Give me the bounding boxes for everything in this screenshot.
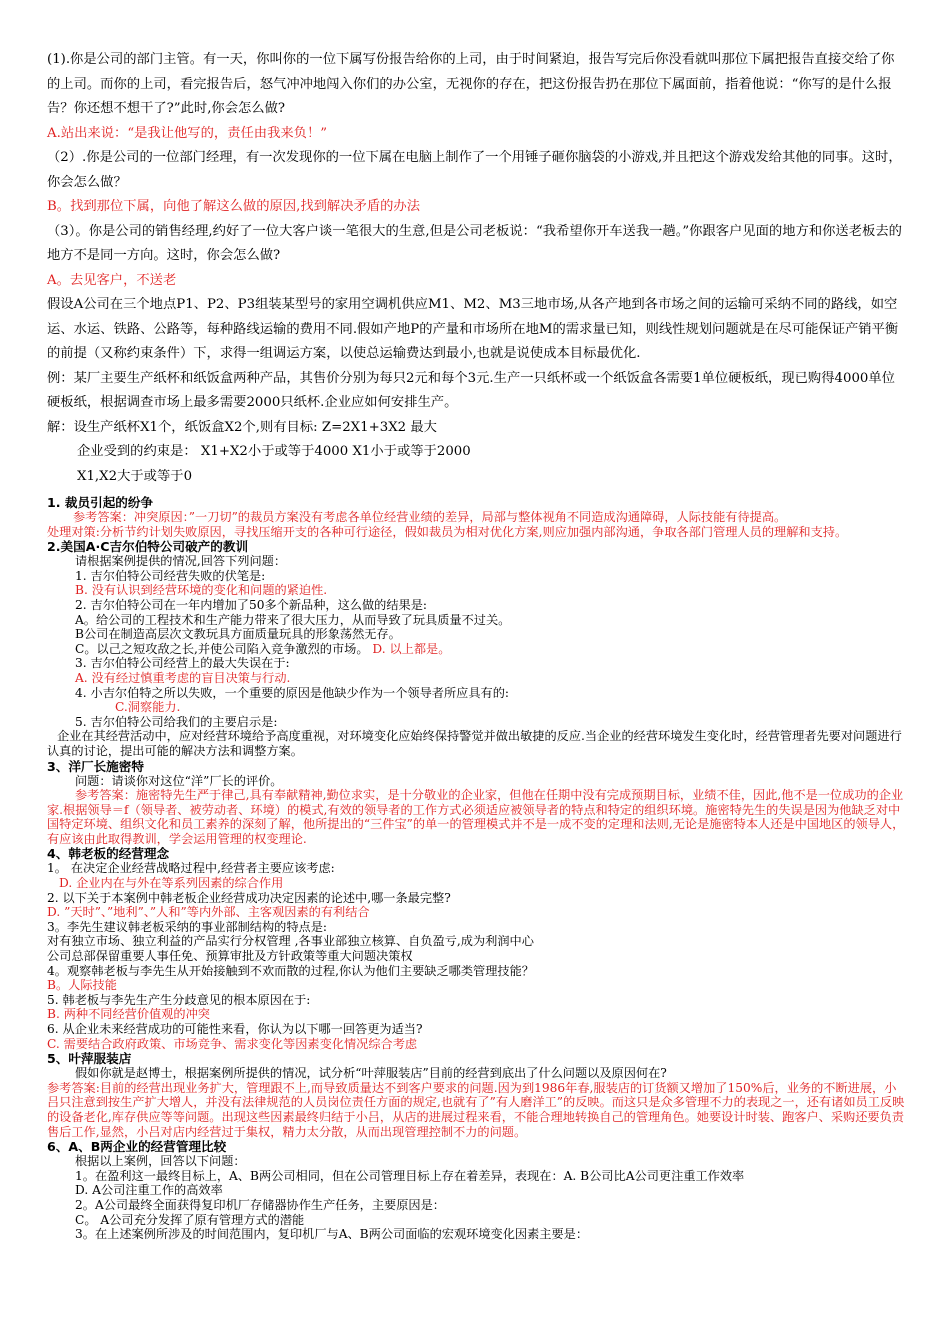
case-2-line: 3. 吉尔伯特公司经营上的最大失误在于: [75,656,290,671]
case-6-title: 6、A、B两企业的经营管理比较 [47,1139,227,1155]
answer-3: A。去见客户，不送老 [47,272,177,288]
case-4-line: D. 企业内在与外在等系列因素的综合作用 [59,876,284,891]
case-2-line: C.洞察能力. [115,700,181,715]
case-6-line: C。 A公司充分发挥了原有管理方式的潜能 [75,1212,305,1227]
answer-2: B。找到那位下属，向他了解这么做的原因,找到解决矛盾的办法 [47,199,421,214]
case-6-line: 3。在上述案例所涉及的时间范围内，复印机厂与A、B两公司面临的宏观环境变化因素主要是： [75,1227,589,1242]
case-5-title: 5、叶萍服装店 [47,1051,132,1067]
case-4-line: 1。 在决定企业经营战略过程中,经营者主要应该考虑: [47,861,335,876]
case-2-title: 2.美国A·C吉尔伯特公司破产的教训 [47,539,249,555]
case-6-line: 1。在盈利这一最终目标上，A、B两公司相同，但在公司管理目标上存在着差异，表现在：A. B公司比A公司更注重工作效率 [75,1168,745,1183]
case-3-question: 问题：请谈你对这位“洋”厂长的评价。 [75,773,283,788]
case-6-line: D. A公司注重工作的高效率 [75,1183,223,1198]
case-4-title: 4、韩老板的经营理念 [47,846,170,862]
question-1: (1).你是公司的部门主管。有一天，你叫你的一位下属写份报告给你的上司，由于时间紧迫，报告写完后你没看就叫那位下属把报告直接交给了你的上司。而你的上司，看完报告后，怒气冲冲地闯入你们的办公室，无视你的存在，把这份报告扔在那位下属面前，指着他说：“你写的是什么报告？你还想不想干了?”此时,你会怎么做? [47,52,895,116]
lp-nonneg: X1,X2大于或等于0 [77,468,193,484]
case-2-line: 2. 吉尔伯特公司在一年内增加了50多个新品种，这么做的结果是: [75,597,427,612]
question-3: （3）。你是公司的销售经理,约好了一位大客户谈一笔很大的生意,但是公司老板说：“我希望你开车送我一趟。”你跟客户见面的地方和你送老板去的地方不是同一方向。这时，你会怎么做? [47,223,902,263]
lp-paragraph: 假设A公司在三个地点P1、P2、P3组装某型号的家用空调机供应M1、M2、M3三地市场,从各产地到各市场之间的运输可采纳不同的路线，如空运、水运、铁路、公路等，每种路线运输的费用不同.假如产地P的产量和市场所在地M的需求量已知，则线性规划问题就是在尽可能保证产销平衡的前提（又称约束条件）下，求得一组调运方案，以使总运输费达到最小,也就是说使成本目标最优化. [47,297,899,361]
case-2-option-c: C。以己之短攻敌之长,并使公司陷入竞争激烈的市场。 [75,641,373,656]
case-2-line: 请根据案例提供的情况,回答下列问题： [75,554,287,569]
answer-1: A.站出来说：“是我让他写的，责任由我来负！” [47,125,328,141]
case-4-line: B。人际技能 [47,978,117,993]
case-5-question: 假如你就是赵博士，根据案例所提供的情况，试分析“叶萍服装店”目前的经营到底出了什么问题以及原因何在? [75,1066,667,1081]
lp-example: 例：某厂主要生产纸杯和纸饭盒两种产品，其售价分别为每只2元和每个3元.生产一只纸杯或一个纸饭盒各需要1单位硬板纸，现已购得4000单位硬板纸，根据调查市场上最多需要2000只纸杯.企业应如何安排生产。 [47,370,895,410]
case-2-line: A. 没有经过慎重考虑的盲目决策与行动. [75,670,291,685]
case-2-line: A。给公司的工程技术和生产能力带来了很大压力，从而导致了玩具质量不过关。 [75,612,511,627]
case-2-line [47,642,907,657]
case-4-line: 公司总部保留重要人事任免、预算审批及方针政策等重大问题决策权 [47,949,413,964]
case-4-line: B. 两种不同经营价值观的冲突 [47,1007,210,1022]
case-1-measures: 处理对策:分析节约计划失败原因，寻找压缩开支的各种可行途径，假如裁员为相对优化方案,则应加强内部沟通，争取各部门管理人员的理解和支持。 [47,524,848,539]
case-4-line: D. ”天时”、”地利”、”人和”等内外部、主客观因素的有利结合 [47,905,370,920]
case-2-line: 5. 吉尔伯特公司给我们的主要启示是: [75,714,278,729]
question-2: （2）.你是公司的一位部门经理，有一次发现你的一位下属在电脑上制作了一个用锤子砸你脑袋的小游戏,并且把这个游戏发给其他的同事。这时，你会怎么做？ [47,150,902,190]
case-4-line: C. 需要结合政府政策、市场竞争、需求变化等因素变化情况综合考虑 [47,1036,418,1051]
case-4-line: 6. 从企业未来经营成功的可能性来看，你认为以下哪一回答更为适当? [47,1022,423,1036]
document-page [47,48,907,1242]
lp-solution: 解：设生产纸杯X1个，纸饭盒X2个,则有目标: Z=2X1+3X2 最大 [47,419,437,435]
case-6-line: 根据以上案例，回答以下问题： [75,1154,246,1169]
case-4-line: 2. 以下关于本案例中韩老板企业经营成功决定因素的论述中,哪一条最完整? [47,890,451,905]
case-2-line: 1. 吉尔伯特公司经营失败的伏笔是: [75,568,266,583]
case-1-title: 1. 裁员引起的纷争 [47,495,154,510]
case-2-line: B公司在制造高层次文教玩具方面质量玩具的形象荡然无存。 [75,627,401,642]
case-3-title: 3、洋厂长施密特 [47,758,144,774]
case-2-option-d: D. 以上都是。 [372,641,451,656]
case-4-line: 5. 韩老板与李先生产生分歧意见的根本原因在于: [47,992,311,1007]
case-2-line: 4. 小吉尔伯特之所以失败，一个重要的原因是他缺少作为一个领导者所应具有的: [75,685,509,700]
case-5-answer: 参考答案:目前的经营出现业务扩大，管理跟不上,而导致质量达不到客户要求的问题.因为到1986年春,服装店的订货额又增加了150%后，业务的不断进展，小吕只注意到按生产扩大增人，并没有法律规范的人员岗位责任方面的规定,也就有了”有人磨洋工”的反映。而这只是众多管理不力的表现之一，还有诸如员工反映的设备老化,库存供应等等问题。出现这些因素最终归结于小吕，从店的进展过程来看，不能合理地转换自己的管理角色。她要设计时装、跑客户、采购还要负责售后工作,显然，小吕对店内经营过于集权，精力太分散，从而出现管理控制不力的问题。 [47,1080,905,1139]
case-6-line: 2。A公司最终全面获得复印机厂存储器协作生产任务，主要原因是： [75,1197,445,1212]
case-3-answer: 参考答案：施密特先生严于律己,具有奉献精神,勤位求实，是十分敬业的企业家，但他在任期中没有完成预期目标，业绩不佳，因此,他不是一位成功的企业家.根据领导＝f（领导者、被劳动者、环境）的模式,有效的领导者的工作方式必须适应被领导者的特点和特定的组织环境。施密特先生的失误是因为他缺乏对中国特定环境、组织文化和员工素养的深刻了解，他所提出的“三件宝”的单一的管理模式并不是一成不变的定理和法则,无论是施密特本人还是中国地区的领导人，有应该由此取得教训，学会运用管理的权变理论. [47,788,905,846]
case-4-line: 3。李先生建议韩老板采纳的事业部制结构的特点是: [47,919,327,934]
case-2-line: B. 没有认识到经营环境的变化和问题的紧迫性. [75,583,328,598]
case-4-line: 对有独立市场、独立利益的产品实行分权管理 ,各事业部独立核算、自负盈亏,成为利润中心 [47,934,534,949]
lp-constraints: 企业受到的约束是： X1+X2小于或等于4000 X1小于或等于2000 [77,444,471,459]
case-2-line: 企业在其经营活动中，应对经营环境给予高度重视，对环境变化应始终保持警觉并做出敏捷的反应.当企业的经营环境发生变化时，经营管理者先要对问题进行认真的讨论，提出可能的解决方法和调整方案。 [47,729,902,758]
case-4-line: 4。观察韩老板与李先生从开始接触到不欢而散的过程,你认为他们主要缺乏哪类管理技能？ [47,963,534,978]
case-1-answer: 参考答案：冲突原因：”一刀切”的裁员方案没有考虑各单位经营业绩的差异，局部与整体视角不同造成沟通障碍，人际技能有待提高。 [73,510,787,524]
